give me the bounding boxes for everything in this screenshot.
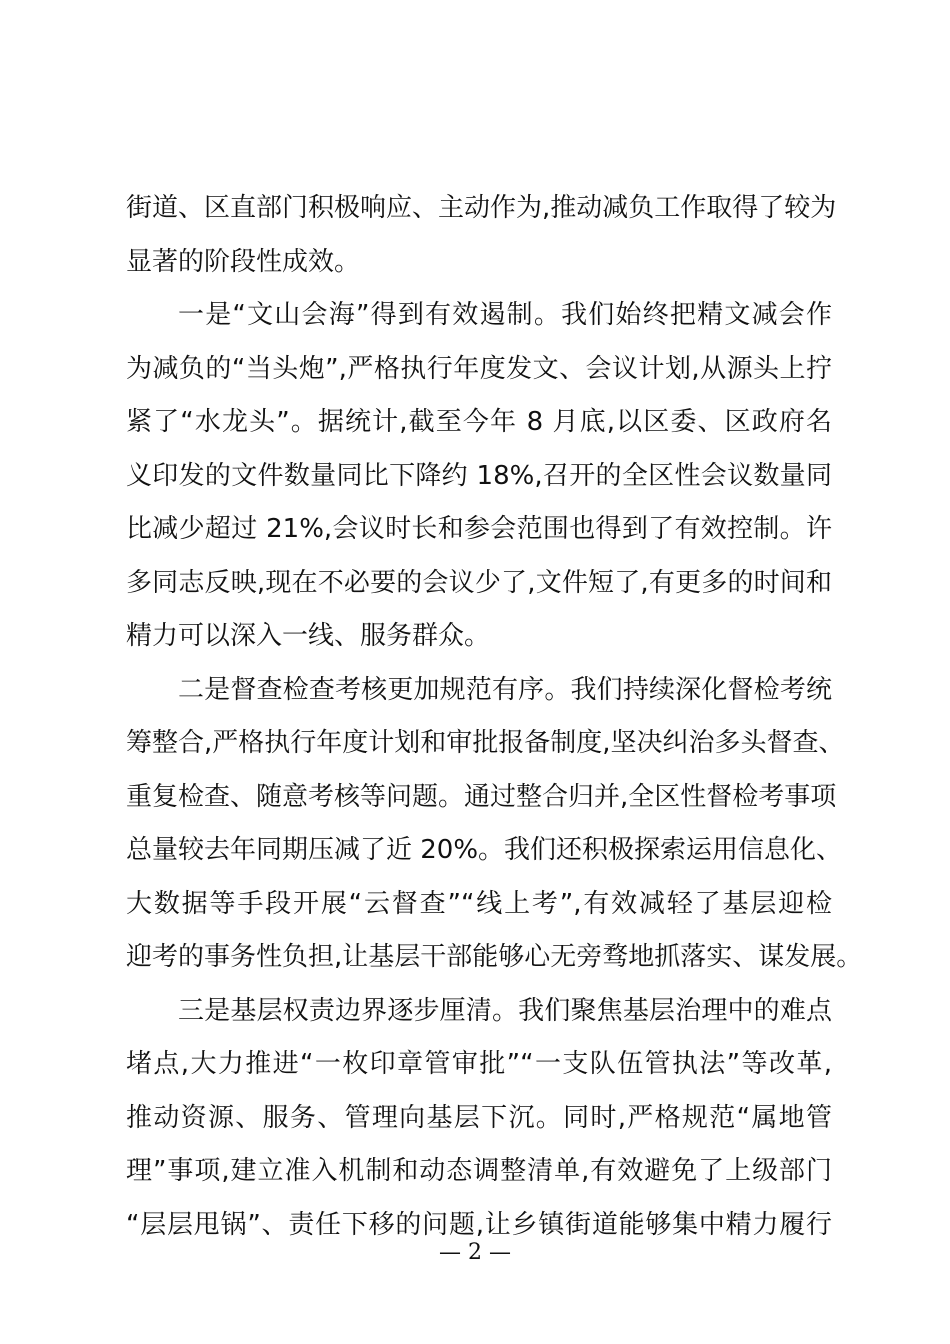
text-line: 总量较去年同期压减了近 20%。我们还积极探索运用信息化、 [126, 835, 843, 865]
text-line: 为减负的“当头炮”,严格执行年度发文、会议计划,从源头上拧 [126, 353, 832, 384]
text-line: 重复检查、随意考核等问题。通过整合归并,全区性督检考事项 [126, 781, 837, 812]
paragraph-heading-line: 二是督查检查考核更加规范有序。我们持续深化督检考统 [178, 674, 832, 705]
text-line: 推动资源、服务、管理向基层下沉。同时,严格规范“属地管 [126, 1102, 832, 1133]
text-line: 堵点,大力推进“一枚印章管审批”“一支队伍管执法”等改革, [126, 1049, 832, 1079]
text-line: 筹整合,严格执行年度计划和审批报备制度,坚决纠治多头督查、 [126, 728, 845, 758]
page-number: — 2 — [439, 1240, 511, 1265]
text-line: 理”事项,建立准入机制和动态调整清单,有效避免了上级部门 [126, 1156, 832, 1186]
text-line: 多同志反映,现在不必要的会议少了,文件短了,有更多的时间和 [126, 567, 832, 598]
body-text [126, 182, 863, 1252]
text-line: 精力可以深入一线、服务群众。 [126, 621, 491, 651]
text-line: 比减少超过 21%,会议时长和参会范围也得到了有效控制。许 [126, 514, 832, 544]
paragraph-heading-line: 一是“文山会海”得到有效遏制。我们始终把精文减会作 [178, 300, 832, 330]
text-line: 街道、区直部门积极响应、主动作为,推动减负工作取得了较为 [126, 193, 837, 223]
text-line: 大数据等手段开展“云督查”“线上考”,有效减轻了基层迎检 [126, 888, 832, 919]
text-line: 紧了“水龙头”。据统计,截至今年 8 月底,以区委、区政府名 [126, 407, 832, 437]
text-line: “层层甩锅”、责任下移的问题,让乡镇街道能够集中精力履行 [126, 1209, 832, 1240]
text-line: 义印发的文件数量同比下降约 18%,召开的全区性会议数量同 [126, 460, 832, 491]
paragraph-heading-line: 三是基层权责边界逐步厘清。我们聚焦基层治理中的难点 [178, 995, 832, 1026]
text-line: 显著的阶段性成效。 [126, 246, 361, 277]
text-line: 迎考的事务性负担,让基层干部能够心无旁骛地抓落实、谋发展。 [126, 942, 863, 972]
